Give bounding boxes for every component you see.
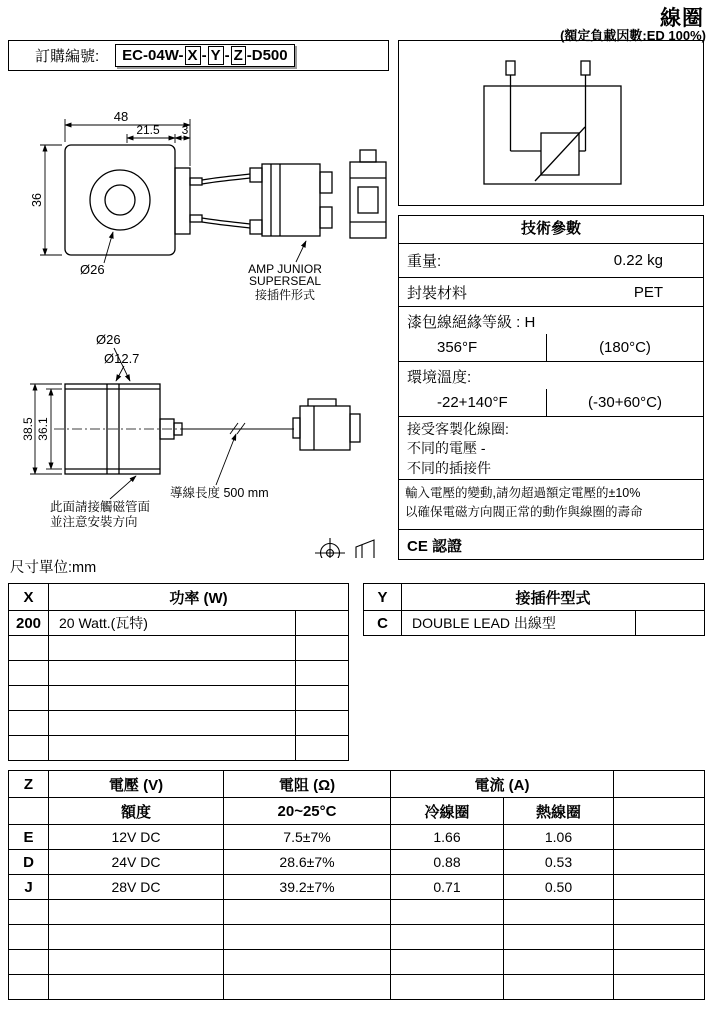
x-row-code: 200 [9,611,49,636]
insulation-celsius: (180°C) [546,334,703,361]
empty-cell [296,686,349,711]
z-row-resistance: 39.2±7% [224,875,391,900]
unit-label: 尺寸單位:mm [10,560,97,576]
tech-params-table [398,215,704,560]
mating-connector-front [350,150,386,238]
empty-cell [9,711,49,736]
x-empty-row [9,661,349,686]
ce-certification-row: CE 認證 [399,529,703,559]
empty-cell [9,636,49,661]
empty-cell [296,636,349,661]
z-empty-row [9,925,705,950]
empty-cell [614,875,705,900]
order-code-x: X [185,46,201,65]
insulation-row [399,306,703,361]
empty-cell [614,900,705,925]
dim-hole-dia-label: Ø12.7 [104,351,140,366]
x-empty-row [9,636,349,661]
z-row-cold-current: 1.66 [391,825,504,850]
dim-38-5-label: 38.5 [21,417,35,441]
dim-36-label: 36 [30,193,44,207]
x-empty-row [9,686,349,711]
tech-params-title: 技術參數 [520,220,581,237]
empty-cell [49,711,296,736]
material-label: 封裝材料 [407,284,468,302]
insulation-label: 漆包線絕緣等級 : H [407,314,536,331]
connector-label-line1: AMP JUNIOR [248,262,322,276]
z-empty-row [9,950,705,975]
empty-cell [49,900,224,925]
order-code-prefix: EC-04W- [122,47,184,64]
empty-header-cell [614,771,705,798]
weight-value: 0.22 kg [613,252,663,269]
empty-cell [224,925,391,950]
empty-cell [391,950,504,975]
empty-cell [636,611,705,636]
empty-cell [9,900,49,925]
mount-note-line1: 此面請接觸磁管面 [50,500,151,514]
order-code-y: Y [208,46,224,65]
empty-cell [614,950,705,975]
voltage-header: 電壓 (V) [49,771,224,798]
front-view [65,145,250,255]
x-code-header: X [9,584,49,611]
side-dimensions [30,348,130,474]
x-title-header: 功率 (W) [49,584,349,611]
z-row-hot-current: 0.53 [504,850,614,875]
empty-cell [504,900,614,925]
dim-side-dia-label: Ø26 [96,332,121,347]
custom-coil-row [399,416,703,479]
current-header: 電流 (A) [391,771,614,798]
mounting-note [50,476,150,529]
x-empty-row [9,711,349,736]
code-separator: - [201,47,207,64]
amp-junior-label [248,241,322,302]
empty-cell [296,711,349,736]
empty-cell [9,686,49,711]
ambient-temp-row [399,361,703,416]
ambient-celsius: (-30+60°C) [546,389,703,416]
empty-cell [9,950,49,975]
z-row-J [9,875,705,900]
y-row-desc: DOUBLE LEAD 出線型 [402,611,636,636]
empty-cell [49,686,296,711]
empty-cell [49,950,224,975]
z-spec-table [8,770,705,1000]
empty-header-cell [614,798,705,825]
empty-cell [391,975,504,1000]
empty-cell [504,925,614,950]
custom-line1: 接受客製化線圈: [407,421,509,437]
empty-cell [504,950,614,975]
note-line2: 以確保電磁方向閥正常的動作與線圈的壽命 [405,505,643,520]
empty-cell [614,975,705,1000]
svg-text:導線長度 500 mm: 導線長度 500 mm [170,486,269,500]
empty-cell [224,950,391,975]
empty-cell [224,975,391,1000]
order-code-z: Z [231,46,246,65]
z-row-code: E [9,825,49,850]
y-connector-table [363,583,705,636]
x-power-table [8,583,349,761]
weight-row [399,243,703,277]
z-row-resistance: 28.6±7% [224,850,391,875]
empty-cell [9,925,49,950]
custom-line2: 不同的電壓 - [407,440,486,457]
hot-coil-subheader: 熱線圈 [504,798,614,825]
y-row-code: C [364,611,402,636]
empty-cell [49,975,224,1000]
connector-label-line3: 接插件形式 [254,288,316,302]
empty-cell [224,900,391,925]
rated-subheader: 額度 [49,798,224,825]
empty-cell [391,900,504,925]
dim-36-1-label: 36.1 [36,417,50,441]
mount-note-line2: 並注意安裝方向 [50,515,138,529]
side-connector [293,399,360,450]
x-row-200 [9,611,349,636]
note-line1: 輸入電壓的變動,請勿超過額定電壓的±10% [405,486,641,500]
wire-length-label [170,434,269,500]
empty-cell [49,661,296,686]
empty-cell [391,925,504,950]
empty-cell [49,636,296,661]
voltage-note-row [399,479,703,529]
empty-cell [614,850,705,875]
order-code [115,44,294,67]
y-code-header: Y [364,584,402,611]
coil-schematic-box [398,40,704,206]
y-row-C [364,611,705,636]
z-row-cold-current: 0.71 [391,875,504,900]
ambient-label: 環境溫度: [407,369,472,386]
order-number-box [8,40,389,71]
material-value: PET [633,283,663,301]
z-row-voltage: 28V DC [49,875,224,900]
temp-subheader: 20~25°C [224,798,391,825]
front-dimensions [40,119,190,263]
insulation-fahrenheit: 356°F [437,339,478,356]
amp-connector-front [250,164,332,236]
empty-cell [49,736,296,761]
z-empty-row [9,900,705,925]
z-row-hot-current: 1.06 [504,825,614,850]
weight-label: 重量: [407,253,442,270]
order-code-suffix: -D500 [246,47,288,64]
cone-symbol-icon [356,540,374,558]
empty-cell [614,925,705,950]
x-empty-row [9,736,349,761]
order-label: 訂購編號: [35,48,100,65]
empty-cell [296,661,349,686]
connector-label-line2: SUPERSEAL [248,274,322,288]
coil-schematic-drawing [399,41,703,204]
z-row-code: D [9,850,49,875]
page-subtitle: (額定負載因數:ED 100%) [560,28,706,43]
x-row-desc: 20 Watt.(瓦特) [49,611,296,636]
z-row-code: J [9,875,49,900]
empty-cell [296,611,349,636]
page-title: 線圈 [660,7,704,30]
dim-48-label: 48 [113,109,129,124]
coil-dimension-drawing [8,72,396,558]
dim-21-5-label: 21.5 [136,123,160,137]
z-row-D [9,850,705,875]
z-code-header: Z [9,771,49,798]
empty-cell [9,975,49,1000]
empty-cell [49,925,224,950]
empty-cell [614,825,705,850]
dim-3-label: 3 [181,123,189,137]
code-separator: - [224,47,230,64]
empty-header-cell [9,798,49,825]
empty-cell [504,975,614,1000]
resistance-header: 電阻 (Ω) [224,771,391,798]
cold-coil-subheader: 冷線圈 [391,798,504,825]
empty-cell [296,736,349,761]
z-empty-row [9,975,705,1000]
z-row-hot-current: 0.50 [504,875,614,900]
y-title-header: 接插件型式 [402,584,705,611]
z-row-voltage: 24V DC [49,850,224,875]
projection-symbol-icon [315,538,345,558]
ambient-fahrenheit: -22+140°F [437,394,508,411]
custom-line3: 不同的插接件 [407,459,491,476]
z-row-resistance: 7.5±7% [224,825,391,850]
material-row [399,277,703,306]
dim-front-dia-label: Ø26 [80,262,105,277]
empty-cell [9,661,49,686]
empty-cell [9,736,49,761]
z-row-voltage: 12V DC [49,825,224,850]
z-row-cold-current: 0.88 [391,850,504,875]
z-row-E [9,825,705,850]
